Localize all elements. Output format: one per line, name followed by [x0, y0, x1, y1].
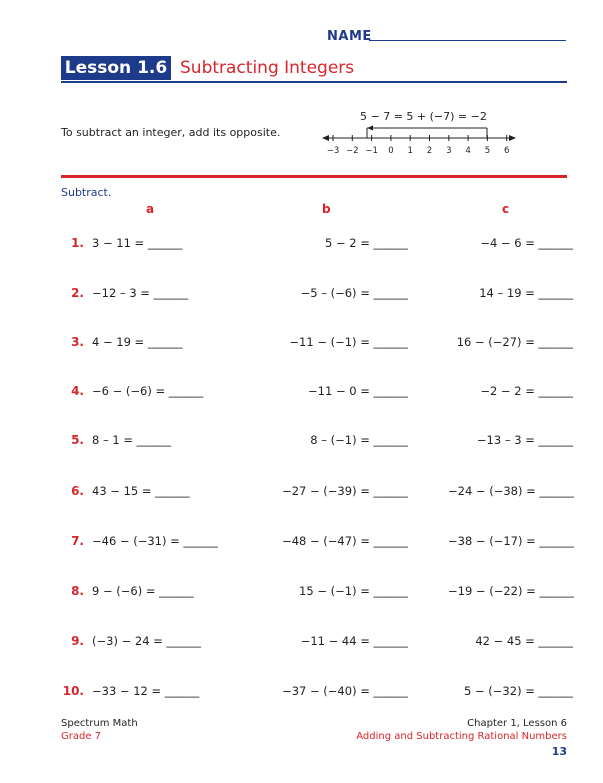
problem-10-b: −37 − (−40) = ______: [282, 684, 408, 698]
number-line-label: 0: [388, 146, 394, 156]
problem-number: 7.: [71, 534, 84, 548]
column-header-b: b: [322, 202, 331, 216]
problem-7-b: −48 − (−47) = ______: [282, 534, 408, 548]
problem-number: 5.: [71, 433, 84, 447]
problem-5-c: −13 – 3 = ______: [476, 433, 573, 447]
footer-topic: Adding and Subtracting Rational Numbers: [356, 731, 567, 742]
problem-1-c: −4 − 6 = ______: [480, 236, 573, 250]
problem-2-a: −12 – 3 = ______: [92, 286, 189, 300]
problem-number: 8.: [71, 584, 84, 598]
footer-grade: Grade 7: [61, 731, 102, 742]
problem-8-a: 9 − (−6) = ______: [92, 584, 194, 598]
problem-number: 3.: [71, 335, 84, 349]
problem-7-a: −46 − (−31) = ______: [92, 534, 218, 548]
problem-8-b: 15 − (−1) = ______: [299, 584, 408, 598]
number-line-label: 5: [484, 146, 491, 156]
problem-4-a: −6 − (−6) = ______: [92, 384, 204, 398]
number-line-label: −1: [365, 146, 378, 156]
footer-publisher: Spectrum Math: [61, 718, 138, 729]
footer-chapter: Chapter 1, Lesson 6: [467, 718, 567, 729]
problem-8-c: −19 − (−22) = ______: [448, 584, 574, 598]
problem-number: 10.: [62, 684, 84, 698]
section-rule: [61, 175, 567, 178]
problem-number: 1.: [71, 236, 84, 250]
column-header-c: c: [502, 202, 510, 216]
number-line-label: 2: [426, 146, 433, 156]
header-rule: [61, 81, 567, 83]
problem-number: 2.: [71, 286, 84, 300]
example-equation: 5 − 7 = 5 + (−7) = −2: [360, 110, 487, 123]
problem-1-b: 5 − 2 = ______: [324, 236, 408, 250]
page-number: 13: [551, 745, 567, 758]
problem-9-b: −11 − 44 = ______: [300, 634, 408, 648]
problem-6-c: −24 − (−38) = ______: [448, 484, 574, 498]
problem-3-a: 4 − 19 = ______: [92, 335, 183, 349]
problem-4-b: −11 − 0 = ______: [308, 384, 408, 398]
problem-3-b: −11 − (−1) = ______: [289, 335, 408, 349]
problem-5-a: 8 – 1 = ______: [92, 433, 172, 447]
problem-6-a: 43 − 15 = ______: [92, 484, 190, 498]
problem-6-b: −27 − (−39) = ______: [282, 484, 408, 498]
problem-10-c: 5 − (−32) = ______: [464, 684, 573, 698]
number-line: [320, 124, 520, 158]
instructions: Subtract.: [61, 186, 112, 199]
lesson-title: Subtracting Integers: [180, 58, 355, 78]
column-header-a: a: [146, 202, 155, 216]
problem-10-a: −33 − 12 = ______: [92, 684, 200, 698]
problem-number: 4.: [71, 384, 84, 398]
number-line-label: 1: [407, 146, 413, 156]
name-label: NAME: [327, 29, 372, 44]
rule-text: To subtract an integer, add its opposite.: [61, 126, 281, 139]
number-line-label: 4: [465, 146, 471, 156]
number-line-label: 3: [446, 146, 452, 156]
number-line-label: 6: [503, 146, 510, 156]
number-line-label: −3: [326, 146, 340, 156]
number-line-label: −2: [346, 146, 359, 156]
problem-7-c: −38 − (−17) = ______: [448, 534, 574, 548]
problem-1-a: 3 − 11 = ______: [92, 236, 183, 250]
problem-9-a: (−3) − 24 = ______: [92, 634, 201, 648]
problem-number: 6.: [71, 484, 84, 498]
problem-9-c: 42 − 45 = ______: [475, 634, 573, 648]
problem-5-b: 8 – (−1) = ______: [310, 433, 408, 447]
problem-2-c: 14 – 19 = ______: [479, 286, 573, 300]
problem-4-c: −2 − 2 = ______: [480, 384, 573, 398]
problem-3-c: 16 − (−27) = ______: [456, 335, 573, 349]
lesson-badge: Lesson 1.6: [61, 56, 171, 80]
problem-number: 9.: [71, 634, 84, 648]
problem-2-b: −5 – (−6) = ______: [300, 286, 408, 300]
name-line: [369, 40, 566, 41]
